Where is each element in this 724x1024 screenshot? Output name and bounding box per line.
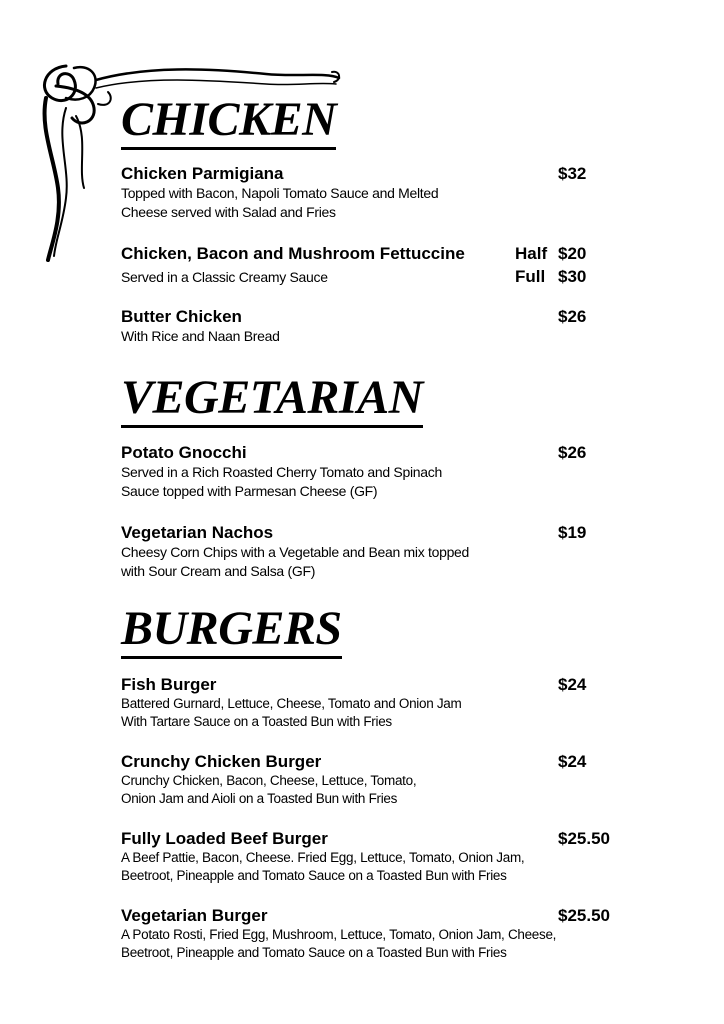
item-description: Topped with Bacon, Napoli Tomato Sauce and Melted [121,185,439,201]
item-name: Potato Gnocchi [121,443,247,462]
item-description: Beetroot, Pineapple and Tomato Sauce on a Toasted Bun with Fries [121,945,507,960]
item-price: $26 [558,307,587,326]
menu-item-chicken-parmigiana [121,164,641,222]
item-description: With Tartare Sauce on a Toasted Bun with Fries [121,714,392,729]
menu-item-fish-burger [121,675,641,731]
section-title-vegetarian: VEGETARIAN [121,374,423,428]
item-name: Fully Loaded Beef Burger [121,829,328,848]
item-description: Crunchy Chicken, Bacon, Cheese, Lettuce, Tomato, [121,773,417,788]
item-description: Cheesy Corn Chips with a Vegetable and Bean mix topped [121,544,470,560]
item-price: $19 [558,523,587,542]
menu-item-vegetarian-nachos [121,523,641,581]
menu-item-crunchy-chicken-burger [121,752,641,808]
item-price: $25.50 [558,906,610,925]
item-price: $24 [558,752,587,771]
full-price: $30 [558,267,587,286]
item-description: with Sour Cream and Salsa (GF) [121,563,316,579]
item-description: Served in a Classic Creamy Sauce [121,269,328,285]
item-name: Crunchy Chicken Burger [121,752,322,771]
item-price: $25.50 [558,829,610,848]
section-title-burgers: BURGERS [121,605,342,659]
item-description: Beetroot, Pineapple and Tomato Sauce on a Toasted Bun with Fries [121,868,507,883]
full-label: Full [515,267,546,286]
item-description: A Potato Rosti, Fried Egg, Mushroom, Lettuce, Tomato, Onion Jam, Cheese, [121,927,557,942]
item-price: $32 [558,164,587,183]
item-description: With Rice and Naan Bread [121,328,280,344]
menu-item-chicken-bacon-mushroom-fettuccine [121,244,641,287]
menu-item-butter-chicken [121,307,641,346]
menu-item-fully-loaded-beef-burger [121,829,681,885]
item-price: $24 [558,675,587,694]
item-name: Fish Burger [121,675,217,694]
celtic-knot-ornament-icon [36,58,346,268]
half-price: $20 [558,244,587,263]
item-name: Vegetarian Burger [121,906,268,925]
item-description: A Beef Pattie, Bacon, Cheese. Fried Egg, Lettuce, Tomato, Onion Jam, [121,850,525,865]
half-label: Half [515,244,548,263]
item-description: Sauce topped with Parmesan Cheese (GF) [121,483,378,499]
item-description: Onion Jam and Aioli on a Toasted Bun with Fries [121,791,398,806]
item-name: Chicken Parmigiana [121,164,284,183]
item-description: Battered Gurnard, Lettuce, Cheese, Tomato and Onion Jam [121,696,462,711]
section-title-chicken: CHICKEN [121,96,336,150]
menu-item-potato-gnocchi [121,443,641,501]
item-name: Butter Chicken [121,307,242,326]
item-name: Vegetarian Nachos [121,523,274,542]
item-description: Cheese served with Salad and Fries [121,204,336,220]
menu-item-vegetarian-burger [121,906,701,962]
item-price: $26 [558,443,587,462]
item-name: Chicken, Bacon and Mushroom Fettuccine [121,244,465,263]
item-description: Served in a Rich Roasted Cherry Tomato and Spinach [121,464,442,480]
